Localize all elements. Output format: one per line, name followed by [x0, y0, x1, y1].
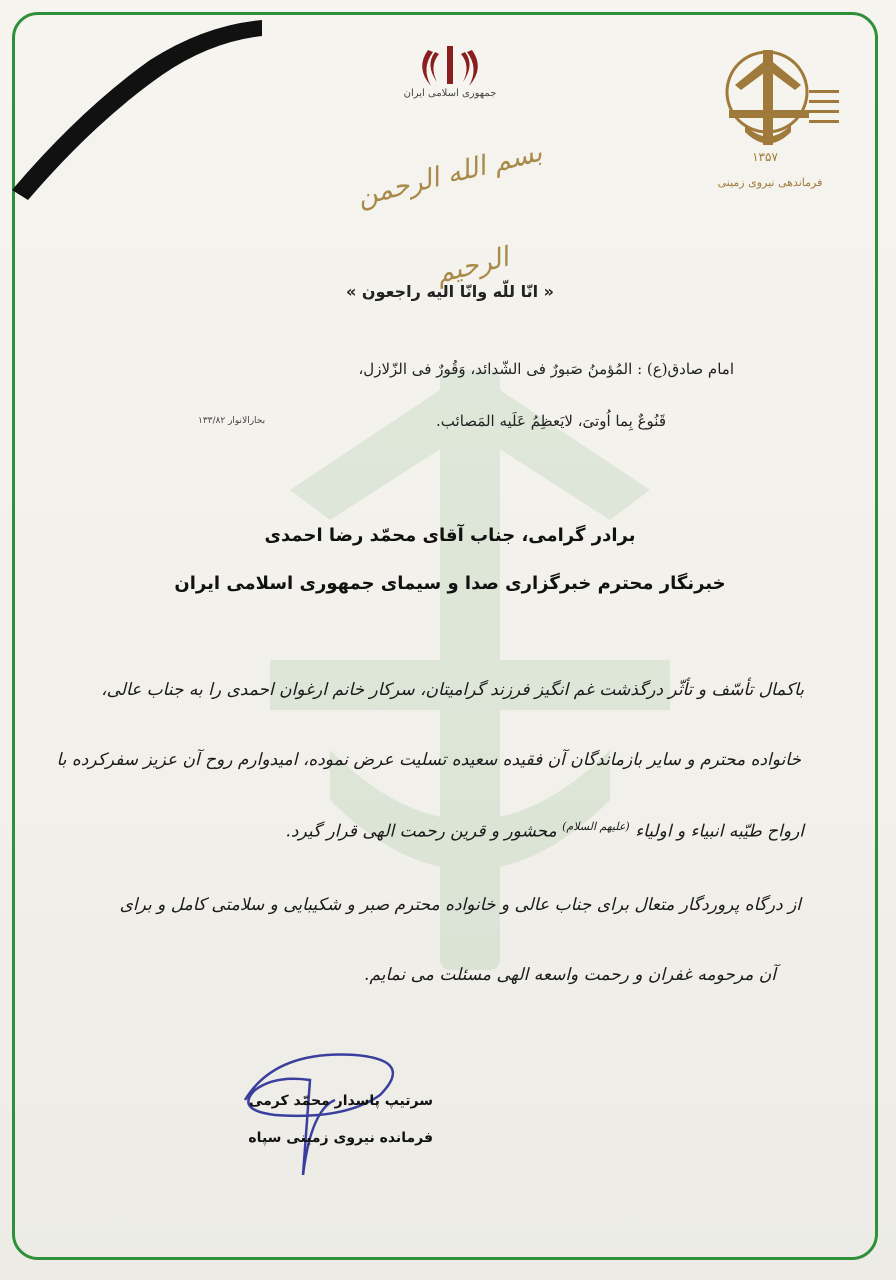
hadith-line-2: قَنُوعٌ بِما اُوتیَ، لایَعظِمُ عَلَیه المَصائب. — [436, 412, 666, 430]
org-year: ۱۳۵۷ — [752, 150, 778, 164]
hadith-line-1: امام صادق(ع) : المُؤمنُ صَبورٌ فی الشّدائد، وَقُورٌ فی الزّلازل، — [358, 360, 734, 378]
recipient-name: برادر گرامی، جناب آقای محمّد رضا احمدی — [264, 525, 636, 546]
body-line-5: آن مرحومه غفران و رحمت واسعه الهی مسئلت می نمایم. — [364, 965, 776, 985]
body-line-3-superscript: (علیهم السلام) — [562, 820, 630, 833]
mourning-ribbon-icon — [0, 0, 300, 220]
body-line-4: از درگاه پروردگار متعال برای جناب عالی و خانواده محترم صبر و شکیبایی و سلامتی کامل و برای — [119, 895, 801, 915]
quranic-verse: « انّا للّه وانّا اليه راجعون » — [346, 282, 554, 301]
org-caption: فرماندهی نیروی زمینی — [717, 176, 823, 189]
hadith-source: بحارالانوار ۱۳۳/۸۲ — [198, 416, 266, 426]
iran-caption: جمهوری اسلامی ایران — [403, 88, 497, 99]
body-line-3-end: محشور و قرین رحمت الهی قرار گیرد. — [285, 821, 557, 842]
recipient-title: خبرنگار محترم خبرگزاری صدا و سیمای جمهوری اسلامی ایران — [174, 573, 726, 594]
signer-name: سرتیپ پاسدار محمّد کرمی — [248, 1093, 433, 1109]
body-line-3 — [286, 820, 805, 842]
body-line-2: خانواده محترم و سایر بازماندگان آن فقیده سعیده تسلیت عرض نموده، امیدوارم روح آن عزیز سفرکرده با — [56, 750, 801, 770]
body-line-1: باکمال تأسّف و تأثّر درگذشت غم انگیز فرزند گرامیتان، سرکار خانم ارغوان احمدی را به جناب عالی، — [101, 680, 804, 700]
iran-emblem-icon — [395, 40, 505, 120]
signer-title: فرمانده نیروی زمینی سپاه — [248, 1130, 433, 1146]
body-line-3-start: ارواح طیّبه انبیاء و اولیاء — [635, 821, 804, 842]
basmala-calligraphy: بسم الله الرحمن الرحيم — [354, 136, 546, 290]
handwritten-signature — [215, 1040, 435, 1180]
